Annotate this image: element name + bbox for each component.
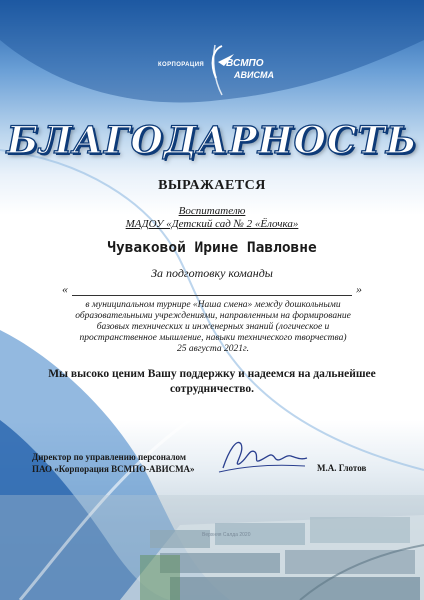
certificate-title: БЛАГОДАРНОСТЬ (6, 118, 418, 162)
team-name-blank (62, 282, 362, 300)
expressed-label: ВЫРАЖАЕТСЯ (158, 178, 266, 193)
thanks-message: Мы высоко ценим Вашу поддержку и надеемся на дальнейшее сотрудничество. (48, 368, 376, 395)
description-text: в муниципальном турнире «Наша смена» между дошкольными образовательными учреждениями, направленным на формирование базовых технических и инженерных знаний (логическое и пространственное мышление, навыки технического творчества) (75, 300, 351, 343)
position-line1: Директор по управлению персоналом (32, 452, 186, 462)
quote-close: » (356, 282, 362, 296)
signatory-name: М.А. Глотов (317, 463, 367, 473)
recipient-role: Воспитателю (178, 205, 246, 217)
logo-brand-line1: ВСМПО (226, 58, 264, 69)
award-reason: За подготовку команды (151, 266, 273, 280)
blank-line (72, 295, 352, 296)
quote-open: « (62, 282, 68, 296)
award-date: 25 августа 2021г. (177, 344, 249, 354)
handwritten-signature (215, 430, 310, 480)
position-line2: ПАО «Корпорация ВСМПО-АВИСМА» (32, 464, 195, 474)
signatory-position (32, 451, 195, 475)
recipient-name: Чуваковой Ирине Павловне (107, 240, 317, 256)
logo-brand-line2: АВИСМА (234, 70, 274, 80)
photo-caption: Верхняя Салда 2020 (202, 532, 251, 538)
award-description (68, 300, 358, 355)
logo-corporation-label: КОРПОРАЦИЯ (158, 62, 205, 68)
recipient-organization: МАДОУ «Детский сад № 2 «Ёлочка» (125, 218, 299, 230)
company-logo (158, 40, 308, 90)
factory-photo (0, 495, 424, 600)
